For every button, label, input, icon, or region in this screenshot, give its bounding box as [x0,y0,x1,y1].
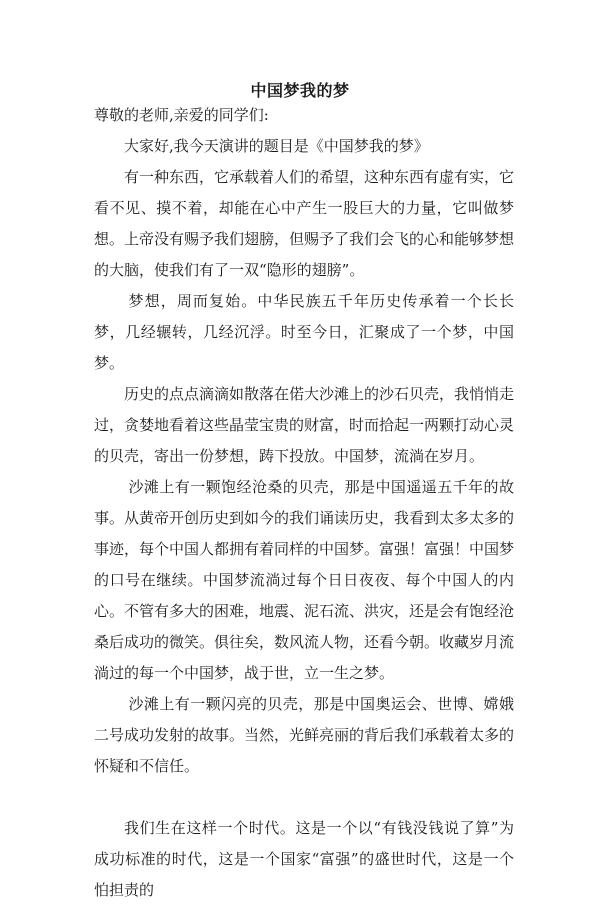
document-body [94,100,514,906]
salutation: 尊敬的老师,亲爱的同学们: [94,106,269,124]
paragraph-spacer [94,782,514,813]
paragraph-our-era: 我们生在这样一个时代。这是一个以“有钱没钱说了算”为成功标准的时代，这是一个国家“富强”的盛世时代，这是一个怕担责的 [94,819,514,899]
paragraph-shining-shell: 沙滩上有一颗闪亮的贝壳，那是中国奥运会、世博、嫦娥二号成功发射的故事。当然，光鲜亮丽的背后我们承载着太多的怀疑和不信任。 [94,695,515,775]
paragraph-dream-wings: 有一种东西，它承载着人们的希望，这种东西有虚有实，它看不见、摸不着，却能在心中产生一股巨大的力量，它叫做梦想。上帝没有赐予我们翅膀，但赐予了我们会飞的心和能够梦想的大脑，使我们有了一双“隐形的翅膀”。 [94,168,515,279]
paragraph-history-shells: 历史的点点滴滴如散落在偌大沙滩上的沙石贝壳，我悄悄走过，贪婪地看着这些晶莹宝贵的财富，时而拾起一两颗打动心灵的贝壳，寄出一份梦想，踌下投放。中国梦，流淌在岁月。 [94,385,515,465]
paragraph-greeting: 大家好,我今天演讲的题目是《中国梦我的梦》 [124,137,429,155]
document-title: 中国梦我的梦 [250,81,350,100]
paragraph-dream-cycle: 梦想，周而复始。中华民族五千年历史传承着一个长长梦，几经辗转，几经沉浮。时至今日，汇聚成了一个梦，中国梦。 [94,292,514,372]
paragraph-weathered-shell: 沙滩上有一颗饱经沧桑的贝壳，那是中国遥遥五千年的故事。从黄帝开创历史到如今的我们诵读历史，我看到太多太多的事迹，每个中国人都拥有着同样的中国梦。富强！富强！中国梦的口号在继续。中国梦流淌过每个日日夜夜、每个中国人的内心。不管有多大的困难，地震、泥石流、洪灾，还是会有饱经沧桑后成功的微笑。俱往矣，数风流人物，还看今朝。收藏岁月流淌过的每一个中国梦，战于世，立一生之梦。 [94,478,515,682]
